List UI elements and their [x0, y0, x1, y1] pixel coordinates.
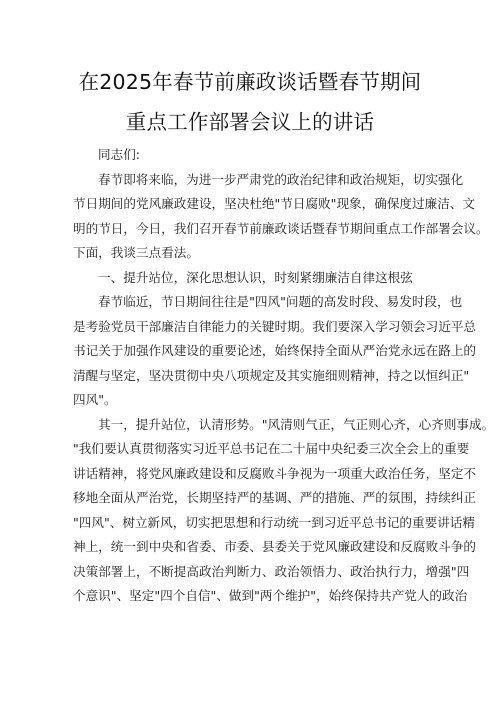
text-line: 是考验党员干部廉洁自律能力的关键时期。我们要深入学习领会习近平总: [73, 318, 476, 334]
text-line: 决策部署上，不断提高政治判断力、政治领悟力、政治执行力，增强"四: [73, 563, 470, 579]
text-line: 书记关于加强作风建设的重要论述，始终保持全面从严治党永远在路上的: [73, 343, 476, 358]
text-line: "我们要认真贯彻落实习近平总书记在二十届中央纪委三次全会上的重要: [73, 441, 470, 456]
text-line: 移地全面从严治党，长期坚持严的基调、严的措施、严的氛围，持续纠正: [73, 490, 476, 505]
text-line: 同志们:: [98, 147, 141, 162]
title-line-2: 重点工作部署会议上的讲话: [125, 110, 375, 134]
text-line: 清醒与坚定，坚决贯彻中央八项规定及其实施细则精神，持之以恒纠正": [73, 367, 470, 383]
text-line: 明的节日，今日，我们召开春节前廉政谈话暨春节期间重点工作部署会议。: [73, 220, 489, 236]
text-line: "四风"、树立新风，切实把思想和行动统一到习近平总书记的重要讲话精: [73, 514, 475, 530]
title-line-1: 在2025年春节前廉政谈话暨春节期间: [78, 70, 422, 94]
text-line: 节日期间的党风廉政建设，坚决杜绝"节日腐败"现象，确保度过廉洁、文: [73, 196, 475, 211]
body-text: [73, 143, 495, 609]
text-line: 其一，提升站位，认清形势。"风清则气正，气正则心齐，心齐则事成。: [98, 416, 495, 432]
text-line: 春节即将来临，为进一步严肃党的政治纪律和政治规矩，切实强化: [98, 171, 464, 187]
text-line: 四风"。: [73, 392, 117, 407]
text-line: 下面，我谈三点看法。: [73, 245, 199, 260]
text-line: 春节临近，节日期间往往是"四风"问题的高发时段、易发时段，也: [98, 294, 463, 309]
text-line: 神上，统一到中央和省委、市委、县委关于党风廉政建设和反腐败斗争的: [73, 539, 476, 554]
text-line: 个意识"、坚定"四个自信"、做到"两个维护"，始终保持共产党人的政治: [73, 588, 468, 603]
text-line: 一、提升站位，深化思想认识，时刻紧绷廉洁自律这根弦: [98, 269, 413, 285]
text-line: 讲话精神，将党风廉政建设和反腐败斗争视为一项重大政治任务，坚定不: [73, 465, 476, 481]
